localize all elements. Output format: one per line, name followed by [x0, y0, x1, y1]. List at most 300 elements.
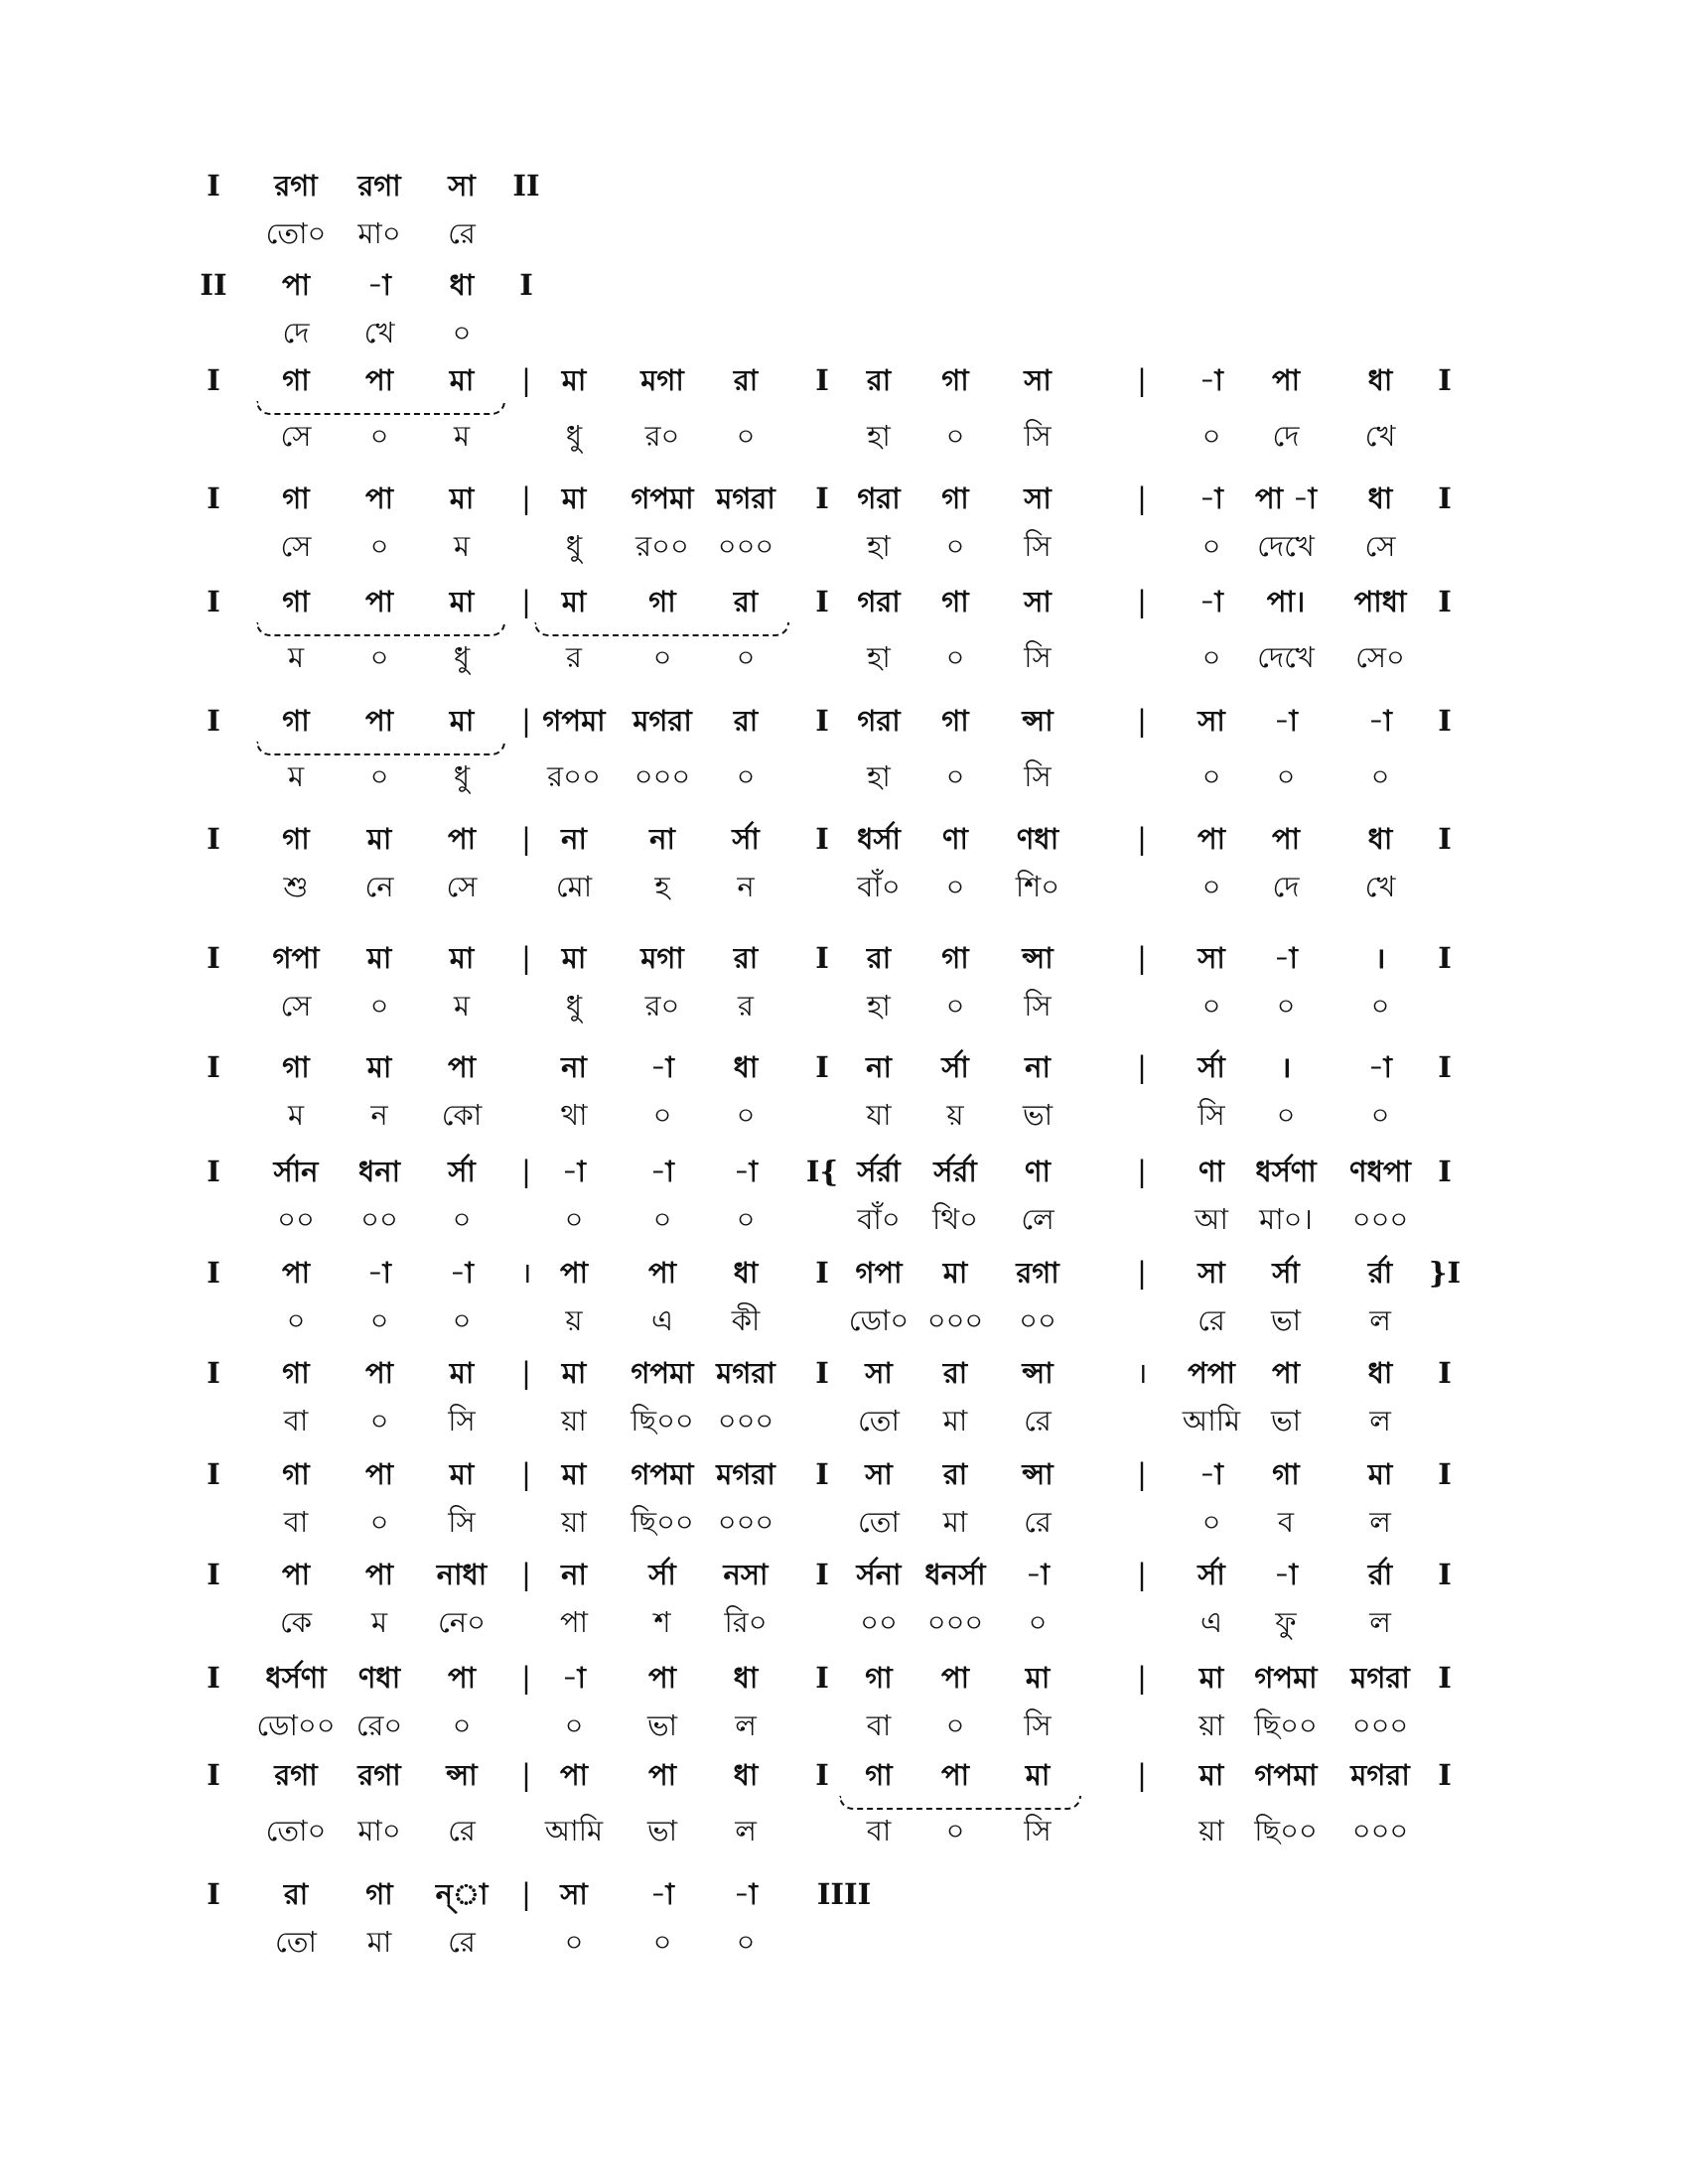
- swara-note: মা: [366, 822, 392, 856]
- swara-note: সা: [1024, 481, 1052, 515]
- lyric-syllable: বা: [283, 1505, 309, 1539]
- division-mark: I: [207, 1457, 220, 1491]
- swara-note: মগরা: [716, 481, 775, 515]
- lyric-syllable: রে: [448, 216, 476, 250]
- swara-note: ।: [1374, 941, 1386, 975]
- lyric-row: [0, 1597, 1688, 1647]
- notation-system: [0, 1750, 1688, 1855]
- swara-note: পা -া: [1254, 481, 1318, 515]
- swara-note: ন্া: [435, 1877, 489, 1911]
- division-mark: I: [207, 1558, 220, 1591]
- notation-system: [0, 1449, 1688, 1547]
- swara-note: গা: [865, 1758, 893, 1792]
- lyric-syllable: সি: [1197, 1098, 1225, 1132]
- swara-note: না: [561, 1050, 587, 1084]
- lyric-syllable: কে: [279, 1605, 313, 1639]
- swara-note: ধা: [733, 1256, 759, 1290]
- swara-note: মা: [561, 1457, 587, 1491]
- lyric-syllable: ল: [735, 1708, 757, 1742]
- swara-note: গপা: [855, 1256, 903, 1290]
- division-mark: I: [1438, 704, 1452, 738]
- swara-note: মা: [561, 585, 587, 618]
- division-mark: II: [512, 169, 540, 203]
- lyric-row: [0, 1917, 1688, 1967]
- division-mark: I: [1438, 1356, 1452, 1390]
- swara-note: -া: [1199, 481, 1223, 515]
- lyric-syllable: ০: [1201, 870, 1221, 903]
- notation-system: [0, 577, 1688, 682]
- swara-note: পা: [447, 1050, 477, 1084]
- swara-note: র্সা: [1272, 1256, 1300, 1290]
- lyric-syllable: মা০: [357, 1814, 401, 1847]
- swara-note: পা: [281, 268, 311, 302]
- lyric-row: [0, 1396, 1688, 1445]
- swara-note: -া: [734, 1877, 758, 1911]
- swara-note: না: [866, 1050, 892, 1084]
- swara-note: র্সনা: [856, 1558, 902, 1591]
- division-mark: I: [815, 704, 829, 738]
- notation-system: [0, 1248, 1688, 1345]
- division-mark: I: [815, 585, 829, 618]
- lyric-syllable: দে: [1272, 419, 1300, 453]
- beat-separator: |: [521, 363, 531, 397]
- swara-row: [0, 1449, 1688, 1499]
- lyric-syllable: কী: [731, 1303, 761, 1337]
- lyric-syllable: ০: [652, 1925, 672, 1959]
- lyric-syllable: র০০: [635, 529, 689, 563]
- swara-row: [0, 696, 1688, 746]
- lyric-syllable: রে: [1024, 1404, 1052, 1437]
- lyric-syllable: য়া: [1198, 1708, 1224, 1742]
- lyric-syllable: সি: [1024, 640, 1052, 674]
- lyric-syllable: খে: [1364, 419, 1396, 453]
- beat-separator: |: [1137, 481, 1147, 515]
- lyric-syllable: বা: [866, 1814, 892, 1847]
- division-mark: I: [207, 822, 220, 856]
- beat-separator: |: [521, 822, 531, 856]
- swara-note: -া: [367, 1256, 391, 1290]
- lyric-syllable: দেখে: [1257, 640, 1315, 674]
- division-mark: I: [207, 481, 220, 515]
- lyric-syllable: ভা: [1022, 1098, 1054, 1132]
- beat-separator: |: [521, 704, 531, 738]
- swara-note: গা: [941, 585, 969, 618]
- swara-note: র্সর্রা: [933, 1155, 977, 1188]
- swara-row: [0, 260, 1688, 310]
- swara-note: মা: [449, 481, 475, 515]
- swara-note: রা: [733, 941, 759, 975]
- swara-note: গা: [365, 1877, 393, 1911]
- lyric-syllable: এ: [650, 1303, 674, 1337]
- division-mark: I: [815, 1661, 829, 1695]
- lyric-syllable: ল: [1369, 1404, 1391, 1437]
- lyric-syllable: ০: [736, 1202, 756, 1236]
- lyric-syllable: ০: [452, 1708, 472, 1742]
- lyric-syllable: ০: [564, 1708, 584, 1742]
- swara-note: -া: [1026, 1558, 1050, 1591]
- lyric-syllable: তো: [858, 1505, 900, 1539]
- lyric-syllable: রে: [1197, 1303, 1225, 1337]
- lyric-syllable: ধু: [453, 759, 471, 793]
- swara-note: পা: [364, 704, 394, 738]
- lyric-syllable: আমি: [1182, 1404, 1241, 1437]
- lyric-syllable: ল: [1369, 1303, 1391, 1337]
- swara-note: -া: [1274, 1558, 1298, 1591]
- beat-separator: |: [521, 1457, 531, 1491]
- swara-row: [0, 355, 1688, 405]
- swara-note: গপা: [272, 941, 320, 975]
- swara-note: ধর্সণা: [1255, 1155, 1317, 1188]
- division-mark: I: [815, 481, 829, 515]
- swara-note: রগা: [1016, 1256, 1059, 1290]
- beat-separator: |: [1137, 1558, 1147, 1591]
- division-mark: I: [1438, 1661, 1452, 1695]
- beat-separator: |: [1137, 941, 1147, 975]
- division-mark: I: [207, 1050, 220, 1084]
- lyric-syllable: ০০০: [633, 759, 691, 793]
- lyric-syllable: ০: [1276, 989, 1296, 1023]
- swara-note: গরা: [857, 585, 901, 618]
- swara-note: পা: [647, 1256, 677, 1290]
- lyric-syllable: ০: [369, 989, 389, 1023]
- swara-note: পা: [364, 585, 394, 618]
- lyric-syllable: ০০০: [1351, 1814, 1409, 1847]
- beat-separator: |: [1137, 1661, 1147, 1695]
- swara-note: মা: [561, 1356, 587, 1390]
- swara-note: গা: [941, 363, 969, 397]
- swara-note: সা: [1197, 704, 1225, 738]
- lyric-syllable: সে: [446, 870, 478, 903]
- lyric-syllable: ০: [452, 1303, 472, 1337]
- lyric-syllable: যা: [866, 1098, 892, 1132]
- lyric-syllable: পা: [559, 1605, 589, 1639]
- division-mark: I: [815, 1758, 829, 1792]
- swara-note: পা: [1271, 1356, 1301, 1390]
- swara-note: গপমা: [631, 481, 694, 515]
- division-mark: II: [200, 268, 227, 302]
- lyric-syllable: সে০: [1355, 640, 1405, 674]
- lyric-syllable: ছি০০: [631, 1404, 694, 1437]
- lyric-syllable: নে: [364, 870, 394, 903]
- division-mark: I: [207, 1877, 220, 1911]
- lyric-syllable: ন: [370, 1098, 388, 1132]
- swara-note: গা: [941, 481, 969, 515]
- division-mark: I: [1438, 1758, 1452, 1792]
- swara-note: ধা: [1367, 822, 1393, 856]
- lyric-row: [0, 981, 1688, 1030]
- lyric-syllable: ০০: [1019, 1303, 1056, 1337]
- swara-note: পা: [364, 363, 394, 397]
- lyric-syllable: ০: [652, 640, 672, 674]
- swara-note: র্সা: [648, 1558, 676, 1591]
- beat-separator: ।: [1136, 1356, 1148, 1390]
- lyric-syllable: সি: [1024, 989, 1052, 1023]
- lyric-syllable: শ: [653, 1605, 671, 1639]
- lyric-syllable: ০: [945, 870, 965, 903]
- swara-note: গা: [648, 585, 676, 618]
- beat-separator: ।: [520, 1256, 532, 1290]
- lyric-syllable: মা: [942, 1505, 968, 1539]
- swara-note: -া: [1368, 1050, 1392, 1084]
- lyric-syllable: দে: [282, 316, 310, 349]
- swara-note: সা: [1197, 1256, 1225, 1290]
- swara-note: গা: [282, 704, 310, 738]
- swara-note: পপা: [1188, 1356, 1235, 1390]
- beat-separator: |: [1137, 1457, 1147, 1491]
- lyric-syllable: ০০০: [1351, 1202, 1409, 1236]
- swara-note: -া: [367, 268, 391, 302]
- lyric-syllable: মা: [942, 1404, 968, 1437]
- lyric-syllable: ০: [1201, 989, 1221, 1023]
- lyric-syllable: ০০: [277, 1202, 315, 1236]
- swara-row: [0, 1147, 1688, 1196]
- swara-note: -া: [562, 1661, 586, 1695]
- lyric-syllable: মা: [366, 1925, 392, 1959]
- swara-note: পা: [1271, 822, 1301, 856]
- division-mark: I: [815, 1256, 829, 1290]
- swara-note: মগা: [640, 363, 684, 397]
- lyric-syllable: ০: [945, 419, 965, 453]
- lyric-syllable: ভা: [1270, 1404, 1302, 1437]
- swara-note: পা: [281, 1256, 311, 1290]
- division-mark: I: [815, 1050, 829, 1084]
- swara-note: রা: [866, 941, 892, 975]
- swara-note: ধনর্সা: [924, 1558, 986, 1591]
- lyric-syllable: ০০০: [717, 1404, 774, 1437]
- swara-note: মগা: [640, 941, 684, 975]
- lyric-syllable: সি: [448, 1505, 476, 1539]
- lyric-syllable: তো: [858, 1404, 900, 1437]
- swara-note: ণধা: [1016, 822, 1059, 856]
- lyric-syllable: রি০: [724, 1605, 768, 1639]
- swara-note: নাধা: [436, 1558, 488, 1591]
- lyric-syllable: হা: [867, 989, 891, 1023]
- division-mark: I: [207, 1256, 220, 1290]
- lyric-syllable: ০: [1201, 529, 1221, 563]
- swara-note: পা: [647, 1758, 677, 1792]
- swara-note: গা: [282, 585, 310, 618]
- division-mark: I: [815, 1356, 829, 1390]
- lyric-syllable: বাঁ০: [857, 870, 901, 903]
- swara-note: গা: [282, 363, 310, 397]
- swara-note: ধা: [733, 1758, 759, 1792]
- swara-note: -া: [734, 1155, 758, 1188]
- swara-note: -া: [1274, 704, 1298, 738]
- swara-note: ধা: [733, 1661, 759, 1695]
- swara-note: মা: [449, 1356, 475, 1390]
- lyric-syllable: ভা: [646, 1708, 678, 1742]
- lyric-syllable: ০০০: [717, 1505, 774, 1539]
- swara-note: গা: [865, 1661, 893, 1695]
- swara-note: ন্সা: [1022, 1356, 1054, 1390]
- swara-row: [0, 1653, 1688, 1703]
- lyric-syllable: মা০: [357, 216, 401, 250]
- lyric-syllable: ০: [736, 1925, 756, 1959]
- beat-separator: |: [1137, 1050, 1147, 1084]
- swara-note: রা: [733, 704, 759, 738]
- lyric-syllable: সি: [1024, 759, 1052, 793]
- lyric-syllable: খে: [363, 316, 395, 349]
- swara-note: না: [561, 1558, 587, 1591]
- lyric-row: [0, 1296, 1688, 1345]
- swara-note: র্সা: [448, 1155, 476, 1188]
- division-mark: I: [207, 585, 220, 618]
- lyric-syllable: ০: [1028, 1605, 1048, 1639]
- swara-note: না: [561, 822, 587, 856]
- swara-note: গপমা: [542, 704, 606, 738]
- swara-note: পা: [1196, 822, 1226, 856]
- swara-note: র্রা: [1367, 1256, 1393, 1290]
- beat-separator: |: [521, 1558, 531, 1591]
- swara-note: রগা: [357, 1758, 401, 1792]
- swara-note: -া: [1274, 941, 1298, 975]
- swara-note: মগরা: [1350, 1758, 1410, 1792]
- lyric-syllable: ০: [1201, 640, 1221, 674]
- beat-separator: |: [1137, 704, 1147, 738]
- division-mark: I: [207, 1155, 220, 1188]
- division-mark: I: [1438, 1050, 1452, 1084]
- swara-row: [0, 814, 1688, 864]
- lyric-syllable: কো: [441, 1098, 483, 1132]
- lyric-syllable: মা০।: [1259, 1202, 1313, 1236]
- lyric-row: [0, 1806, 1688, 1855]
- lyric-syllable: য়: [565, 1303, 583, 1337]
- division-mark: I: [207, 1758, 220, 1792]
- swara-note: র্সর্রা: [857, 1155, 901, 1188]
- swara-note: মগরা: [1350, 1661, 1410, 1695]
- lyric-syllable: ০: [945, 529, 965, 563]
- beat-separator: |: [521, 1155, 531, 1188]
- lyric-syllable: ধু: [453, 640, 471, 674]
- lyric-row: [0, 751, 1688, 801]
- swara-note: গা: [941, 941, 969, 975]
- notation-system: [0, 814, 1688, 911]
- swara-note: গা: [282, 1356, 310, 1390]
- swara-note: মা: [449, 1457, 475, 1491]
- swara-note: -া: [450, 1256, 474, 1290]
- swara-note: মা: [561, 941, 587, 975]
- swara-note: পা: [940, 1661, 970, 1695]
- lyric-row: [0, 1701, 1688, 1750]
- swara-note: র্সা: [732, 822, 760, 856]
- division-mark: I: [815, 363, 829, 397]
- lyric-syllable: ০: [736, 759, 756, 793]
- beat-separator: |: [1137, 822, 1147, 856]
- beat-separator: |: [1137, 363, 1147, 397]
- lyric-syllable: ম: [287, 759, 305, 793]
- swara-note: ন্সা: [446, 1758, 478, 1792]
- lyric-syllable: র: [566, 640, 582, 674]
- division-mark: I: [207, 1661, 220, 1695]
- lyric-syllable: ম: [453, 419, 471, 453]
- swara-note: না: [649, 822, 675, 856]
- swara-note: গা: [282, 822, 310, 856]
- swara-note: ণা: [1025, 1155, 1051, 1188]
- division-mark: }I: [1428, 1256, 1462, 1290]
- swara-note: মগরা: [716, 1457, 775, 1491]
- swara-note: মা: [366, 941, 392, 975]
- swara-row: [0, 1550, 1688, 1599]
- swara-note: গপমা: [1254, 1758, 1318, 1792]
- swara-note: র্সা: [941, 1050, 969, 1084]
- division-mark: I: [815, 822, 829, 856]
- swara-row: [0, 1750, 1688, 1800]
- lyric-syllable: নে০: [438, 1605, 486, 1639]
- lyric-syllable: ০: [1276, 759, 1296, 793]
- lyric-syllable: সি: [1024, 1708, 1052, 1742]
- swara-note: সা: [560, 1877, 588, 1911]
- lyric-syllable: র০: [644, 419, 680, 453]
- swara-note: সা: [448, 169, 476, 203]
- lyric-syllable: য়া: [561, 1404, 587, 1437]
- lyric-syllable: ০: [736, 419, 756, 453]
- swara-note: গরা: [857, 481, 901, 515]
- swara-note: গপমা: [631, 1457, 694, 1491]
- swara-note: সা: [865, 1356, 893, 1390]
- swara-row: [0, 161, 1688, 210]
- swara-note: পাধা: [1353, 585, 1407, 618]
- lyric-syllable: তো: [275, 1925, 317, 1959]
- swara-note: পা: [364, 1356, 394, 1390]
- lyric-syllable: খে: [1364, 870, 1396, 903]
- swara-note: রা: [866, 363, 892, 397]
- swara-note: মা: [561, 363, 587, 397]
- lyric-row: [0, 1090, 1688, 1140]
- swara-note: ন্সা: [1022, 941, 1054, 975]
- notation-system: [0, 1869, 1688, 1967]
- swara-note: রগা: [274, 169, 318, 203]
- swara-note: মগরা: [633, 704, 692, 738]
- swara-row: [0, 1869, 1688, 1919]
- swara-note: মা: [942, 1256, 968, 1290]
- lyric-syllable: ল: [1369, 1505, 1391, 1539]
- lyric-syllable: ০: [1370, 989, 1390, 1023]
- swara-note: পা: [447, 1661, 477, 1695]
- swara-note: মা: [449, 363, 475, 397]
- swara-note: -া: [1199, 585, 1223, 618]
- lyric-syllable: ছি০০: [1254, 1708, 1318, 1742]
- notation-system: [0, 933, 1688, 1030]
- swara-note: পা: [281, 1558, 311, 1591]
- lyric-syllable: সি: [448, 1404, 476, 1437]
- lyric-syllable: ০: [1201, 759, 1221, 793]
- swara-note: গপমা: [1254, 1661, 1318, 1695]
- lyric-syllable: ০: [564, 1925, 584, 1959]
- lyric-syllable: ০: [452, 316, 472, 349]
- swara-note: মা: [449, 941, 475, 975]
- division-mark: IIII: [816, 1877, 872, 1911]
- swara-note: ধনা: [358, 1155, 400, 1188]
- swara-note: র্সান: [273, 1155, 319, 1188]
- swara-row: [0, 1042, 1688, 1092]
- notation-system: [0, 474, 1688, 571]
- division-mark: I: [1438, 822, 1452, 856]
- lyric-syllable: ০: [652, 1202, 672, 1236]
- lyric-syllable: ধু: [565, 989, 583, 1023]
- lyric-syllable: ০: [452, 1202, 472, 1236]
- lyric-syllable: হা: [867, 640, 891, 674]
- lyric-syllable: সে: [280, 989, 312, 1023]
- swara-note: ধা: [1367, 363, 1393, 397]
- swara-note: নসা: [723, 1558, 769, 1591]
- lyric-syllable: ম: [370, 1605, 388, 1639]
- swara-note: পা: [364, 1558, 394, 1591]
- swara-note: মা: [1198, 1758, 1224, 1792]
- notation-system: [0, 355, 1688, 461]
- swara-note: সা: [1024, 585, 1052, 618]
- swara-row: [0, 933, 1688, 983]
- swara-note: ।: [1280, 1050, 1292, 1084]
